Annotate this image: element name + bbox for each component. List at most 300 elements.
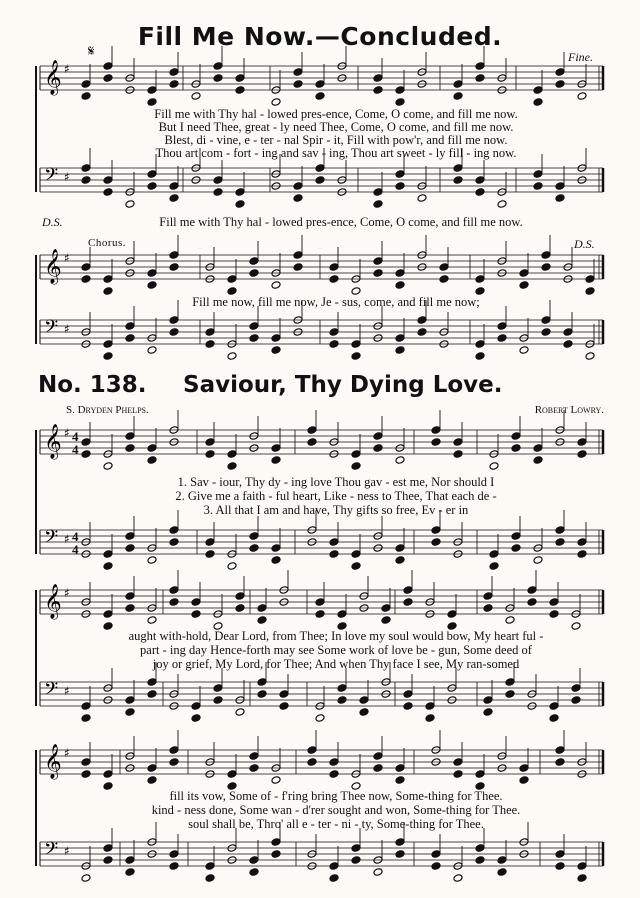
treble-clef: 𝄞 xyxy=(44,60,62,95)
note-head xyxy=(169,526,179,535)
note-head xyxy=(147,456,157,465)
note-head xyxy=(307,758,317,767)
note-head xyxy=(169,538,179,547)
note-head xyxy=(125,868,135,877)
note-head xyxy=(307,438,317,447)
note-head xyxy=(373,868,383,877)
note-head xyxy=(439,263,449,272)
note-head xyxy=(585,352,595,361)
note-head xyxy=(431,862,441,871)
note-head xyxy=(279,702,289,711)
note-head xyxy=(147,444,157,453)
ds-lyric-line: Fill me with Thy hal - lowed pres-ence, Come, O come, and fill me now. xyxy=(159,215,523,229)
lyric-verse-2: But I need Thee, great - ly need Thee, Come, O come, and fill me now. xyxy=(158,120,514,134)
note-head xyxy=(395,86,405,95)
note-head xyxy=(103,462,113,471)
bass-clef: 𝄢 xyxy=(44,527,59,552)
note-head xyxy=(213,74,223,83)
note-head xyxy=(125,708,135,717)
note-head xyxy=(307,746,317,755)
note-head xyxy=(103,770,113,779)
note-head xyxy=(439,275,449,284)
note-head xyxy=(431,426,441,435)
bass-clef: 𝄢 xyxy=(44,839,59,864)
note-head xyxy=(505,678,515,687)
hymn-s1-verse-3: 3. All that I am and have, Thy gifts so free, Ev - er in xyxy=(203,503,469,517)
note-head xyxy=(249,269,259,278)
note-head xyxy=(103,287,113,296)
note-head xyxy=(169,850,179,859)
lyric-verse-1: Fill me with Thy hal - lowed pres-ence, Come, O come, and fill me now. xyxy=(154,107,518,121)
note-head xyxy=(81,450,91,459)
note-head xyxy=(257,690,267,699)
note-head xyxy=(293,263,303,272)
note-head xyxy=(417,194,427,203)
note-head xyxy=(519,346,529,355)
note-head xyxy=(329,538,339,547)
note-head xyxy=(453,164,463,173)
note-head xyxy=(227,287,237,296)
note-head xyxy=(81,714,91,723)
note-head xyxy=(395,776,405,785)
note-head xyxy=(431,538,441,547)
note-head xyxy=(527,598,537,607)
note-head xyxy=(351,856,361,865)
note-head xyxy=(337,696,347,705)
note-head xyxy=(373,444,383,453)
note-head xyxy=(125,334,135,343)
note-head xyxy=(169,328,179,337)
note-head xyxy=(293,194,303,203)
note-head xyxy=(403,586,413,595)
note-head xyxy=(571,696,581,705)
note-head xyxy=(169,746,179,755)
note-head xyxy=(541,251,551,260)
note-head xyxy=(271,98,281,107)
note-head xyxy=(351,450,361,459)
note-head xyxy=(249,752,259,761)
bass-clef: 𝄢 xyxy=(44,679,59,704)
note-head xyxy=(191,598,201,607)
note-head xyxy=(519,764,529,773)
hymn-s3-verse-1: fill its vow, Some of - f'ring bring Thee now, Some-thing for Thee. xyxy=(169,789,503,803)
note-head xyxy=(169,194,179,203)
note-head xyxy=(81,80,91,89)
note-head xyxy=(213,684,223,693)
note-head xyxy=(373,86,383,95)
note-head xyxy=(403,598,413,607)
note-head xyxy=(395,544,405,553)
note-head xyxy=(205,450,215,459)
lyric-verse-4: Thou art com - fort - ing and sav - ing, Thou art sweet - ly fill - ing now. xyxy=(155,146,517,160)
note-head xyxy=(431,526,441,535)
note-head xyxy=(425,702,435,711)
note-head xyxy=(563,328,573,337)
note-head xyxy=(329,328,339,337)
note-head xyxy=(453,874,463,883)
note-head xyxy=(191,714,201,723)
note-head xyxy=(227,770,237,779)
note-head xyxy=(271,556,281,565)
note-head xyxy=(125,544,135,553)
note-head xyxy=(475,74,485,83)
note-head xyxy=(577,450,587,459)
note-head xyxy=(373,200,383,209)
note-head xyxy=(373,269,383,278)
note-head xyxy=(147,86,157,95)
key-signature-sharp: ♯ xyxy=(64,251,70,265)
note-head xyxy=(81,263,91,272)
note-head xyxy=(81,874,91,883)
note-head xyxy=(359,708,369,717)
note-head xyxy=(533,444,543,453)
note-head xyxy=(103,550,113,559)
note-head xyxy=(205,438,215,447)
note-head xyxy=(577,92,587,101)
note-head xyxy=(315,92,325,101)
note-head xyxy=(533,182,543,191)
note-head xyxy=(271,456,281,465)
note-head xyxy=(549,702,559,711)
note-head xyxy=(271,776,281,785)
note-head xyxy=(351,340,361,349)
note-head xyxy=(395,456,405,465)
note-head xyxy=(431,850,441,859)
note-head xyxy=(103,275,113,284)
note-head xyxy=(555,194,565,203)
composer-credit: Robert Lowry. xyxy=(534,404,604,416)
note-head xyxy=(147,98,157,107)
note-head xyxy=(147,281,157,290)
note-head xyxy=(147,764,157,773)
note-head xyxy=(293,68,303,77)
note-head xyxy=(271,281,281,290)
note-head xyxy=(271,444,281,453)
note-head xyxy=(205,538,215,547)
note-head xyxy=(125,592,135,601)
note-head xyxy=(373,188,383,197)
note-head xyxy=(235,200,245,209)
note-head xyxy=(475,352,485,361)
note-head xyxy=(205,862,215,871)
note-head xyxy=(235,188,245,197)
note-head xyxy=(431,438,441,447)
note-head xyxy=(533,456,543,465)
time-sig-top: 4 xyxy=(72,429,79,444)
note-head xyxy=(585,275,595,284)
note-head xyxy=(359,696,369,705)
note-head xyxy=(533,86,543,95)
bass-clef: 𝄢 xyxy=(44,317,59,342)
treble-clef: 𝄞 xyxy=(44,744,62,779)
note-head xyxy=(577,862,587,871)
note-head xyxy=(511,544,521,553)
hymn-s2-verse-2: part - ing day Hence-forth may see Some work of love be - gun, Some deed of xyxy=(140,643,532,657)
note-head xyxy=(227,462,237,471)
ds-prefix: D.S. xyxy=(42,215,63,229)
note-head xyxy=(549,598,559,607)
note-head xyxy=(169,80,179,89)
note-head xyxy=(235,592,245,601)
note-head xyxy=(483,708,493,717)
note-head xyxy=(555,182,565,191)
note-head xyxy=(447,610,457,619)
note-head xyxy=(103,844,113,853)
note-head xyxy=(351,844,361,853)
note-head xyxy=(125,532,135,541)
note-head xyxy=(315,176,325,185)
note-head xyxy=(271,346,281,355)
note-head xyxy=(329,550,339,559)
note-head xyxy=(453,80,463,89)
note-head xyxy=(541,263,551,272)
note-head xyxy=(475,62,485,71)
note-head xyxy=(227,352,237,361)
note-head xyxy=(227,450,237,459)
note-head xyxy=(329,340,339,349)
note-head xyxy=(147,690,157,699)
note-head xyxy=(549,610,559,619)
note-head xyxy=(497,856,507,865)
note-head xyxy=(81,176,91,185)
note-head xyxy=(541,316,551,325)
note-head xyxy=(169,263,179,272)
note-head xyxy=(205,328,215,337)
note-head xyxy=(169,251,179,260)
hymn-title: Saviour, Thy Dying Love. xyxy=(183,372,503,398)
note-head xyxy=(147,556,157,565)
bass-clef: 𝄢 xyxy=(44,165,59,190)
hymn-s3-verse-2: kind - ness done, Some wan - d'rer sought and won, Some-thing for Thee. xyxy=(151,803,521,817)
note-head xyxy=(205,340,215,349)
chorus-lyric: Fill me now, fill me now, Je - sus, come, and fill me now; xyxy=(192,295,480,309)
key-signature-sharp: ♯ xyxy=(64,746,70,760)
note-head xyxy=(475,844,485,853)
note-head xyxy=(191,92,201,101)
note-head xyxy=(315,164,325,173)
note-head xyxy=(395,764,405,773)
note-head xyxy=(511,444,521,453)
note-head xyxy=(103,188,113,197)
note-head xyxy=(103,856,113,865)
note-head xyxy=(315,610,325,619)
note-head xyxy=(395,346,405,355)
note-head xyxy=(497,868,507,877)
key-signature-sharp: ♯ xyxy=(64,586,70,600)
note-head xyxy=(505,616,515,625)
note-head xyxy=(453,770,463,779)
note-head xyxy=(169,758,179,767)
note-head xyxy=(489,550,499,559)
note-head xyxy=(329,874,339,883)
note-head xyxy=(403,702,413,711)
note-head xyxy=(555,862,565,871)
key-signature-sharp: ♯ xyxy=(64,170,70,184)
note-head xyxy=(249,532,259,541)
note-head xyxy=(249,856,259,865)
note-head xyxy=(395,556,405,565)
hymn-s2-verse-1: aught with-hold, Dear Lord, from Thee; In love my soul would bow, My heart ful - xyxy=(128,629,544,643)
treble-clef: 𝄞 xyxy=(44,424,62,459)
note-head xyxy=(249,764,259,773)
note-head xyxy=(483,592,493,601)
lyricist-credit: S. Dryden Phelps. xyxy=(66,404,149,416)
key-signature-sharp: ♯ xyxy=(64,62,70,76)
note-head xyxy=(533,556,543,565)
note-head xyxy=(103,74,113,83)
note-head xyxy=(81,275,91,284)
note-head xyxy=(373,432,383,441)
note-head xyxy=(227,562,237,571)
note-head xyxy=(271,838,281,847)
note-head xyxy=(497,200,507,209)
note-head xyxy=(271,334,281,343)
note-head xyxy=(147,616,157,625)
note-head xyxy=(577,874,587,883)
note-head xyxy=(555,538,565,547)
note-head xyxy=(425,714,435,723)
note-head xyxy=(351,562,361,571)
note-head xyxy=(235,708,245,717)
note-head xyxy=(81,438,91,447)
note-head xyxy=(213,176,223,185)
note-head xyxy=(373,74,383,83)
treble-clef: 𝄞 xyxy=(44,584,62,619)
note-head xyxy=(577,550,587,559)
note-head xyxy=(395,98,405,107)
fine-label: Fine. xyxy=(568,50,593,64)
note-head xyxy=(257,604,267,613)
segno-mark: 𝄋 xyxy=(88,44,95,60)
note-head xyxy=(249,544,259,553)
note-head xyxy=(417,328,427,337)
note-head xyxy=(489,462,499,471)
note-head xyxy=(169,598,179,607)
note-head xyxy=(351,352,361,361)
note-head xyxy=(563,340,573,349)
note-head xyxy=(125,444,135,453)
note-head xyxy=(497,322,507,331)
note-head xyxy=(169,862,179,871)
note-head xyxy=(351,287,361,296)
key-signature-sharp: ♯ xyxy=(64,426,70,440)
note-head xyxy=(475,856,485,865)
note-head xyxy=(103,340,113,349)
note-head xyxy=(147,269,157,278)
note-head xyxy=(147,182,157,191)
note-head xyxy=(205,874,215,883)
page-title: Fill Me Now.—Concluded. xyxy=(137,22,503,51)
note-head xyxy=(81,758,91,767)
note-head xyxy=(81,164,91,173)
note-head xyxy=(533,98,543,107)
note-head xyxy=(555,80,565,89)
hymn-s1-verse-1: 1. Sav - iour, Thy dy - ing love Thou gav - est me, Nor should I xyxy=(177,475,495,489)
note-head xyxy=(555,850,565,859)
note-head xyxy=(271,544,281,553)
note-head xyxy=(125,200,135,209)
note-head xyxy=(103,352,113,361)
note-head xyxy=(351,550,361,559)
note-head xyxy=(227,275,237,284)
note-head xyxy=(381,616,391,625)
note-head xyxy=(213,696,223,705)
note-head xyxy=(329,275,339,284)
note-head xyxy=(453,92,463,101)
note-head xyxy=(147,170,157,179)
note-head xyxy=(235,74,245,83)
note-head xyxy=(395,334,405,343)
note-head xyxy=(505,690,515,699)
note-head xyxy=(315,598,325,607)
note-head xyxy=(519,281,529,290)
note-head xyxy=(403,690,413,699)
note-head xyxy=(191,610,201,619)
note-head xyxy=(125,322,135,331)
note-head xyxy=(307,426,317,435)
note-head xyxy=(453,450,463,459)
note-head xyxy=(191,702,201,711)
note-head xyxy=(329,758,339,767)
note-head xyxy=(475,287,485,296)
note-head xyxy=(511,532,521,541)
note-head xyxy=(585,287,595,296)
note-head xyxy=(279,690,289,699)
note-head xyxy=(337,610,347,619)
note-head xyxy=(475,176,485,185)
note-head xyxy=(235,86,245,95)
note-head xyxy=(293,80,303,89)
note-head xyxy=(533,170,543,179)
note-head xyxy=(249,257,259,266)
note-head xyxy=(373,764,383,773)
note-head xyxy=(577,438,587,447)
note-head xyxy=(475,340,485,349)
ds-label: D.S. xyxy=(574,237,595,251)
key-signature-sharp: ♯ xyxy=(64,322,70,336)
note-head xyxy=(257,616,267,625)
note-head xyxy=(169,316,179,325)
note-head xyxy=(125,856,135,865)
note-head xyxy=(519,269,529,278)
note-head xyxy=(475,188,485,197)
note-head xyxy=(235,604,245,613)
note-head xyxy=(483,696,493,705)
note-head xyxy=(395,838,405,847)
note-head xyxy=(511,432,521,441)
note-head xyxy=(395,182,405,191)
note-head xyxy=(555,758,565,767)
note-head xyxy=(497,334,507,343)
note-head xyxy=(395,850,405,859)
note-head xyxy=(351,462,361,471)
key-signature-sharp: ♯ xyxy=(64,684,70,698)
note-head xyxy=(373,752,383,761)
note-head xyxy=(475,275,485,284)
hymn-s3-verse-3: soul shall be, Thro' all e - ter - ni - ty, Some-thing for Thee. xyxy=(188,817,484,831)
note-head xyxy=(453,176,463,185)
note-head xyxy=(315,714,325,723)
note-head xyxy=(125,696,135,705)
lyric-verse-3: Blest, di - vine, e - ter - nal Spir - it, Fill with pow'r, and fill me now. xyxy=(164,133,508,147)
note-head xyxy=(271,850,281,859)
note-head xyxy=(249,322,259,331)
note-head xyxy=(249,868,259,877)
note-head xyxy=(519,776,529,785)
note-head xyxy=(453,438,463,447)
note-head xyxy=(395,281,405,290)
note-head xyxy=(81,702,91,711)
